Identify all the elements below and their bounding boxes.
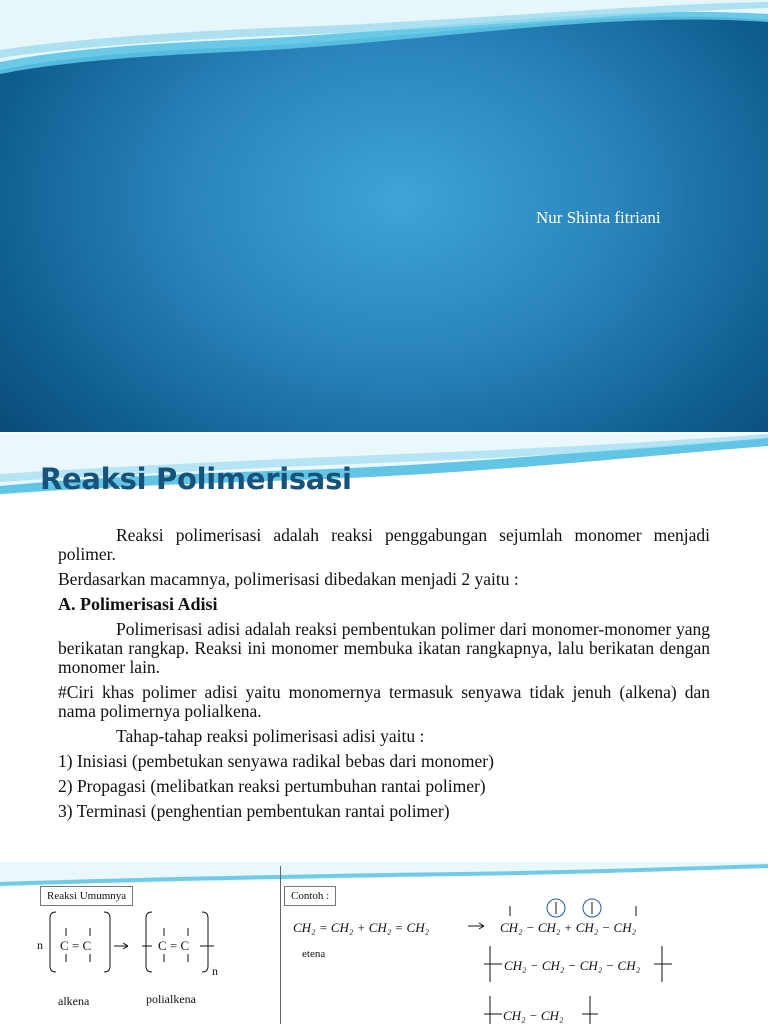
- product-step3: CH₂ − CH₂: [503, 1008, 564, 1023]
- monomer-double-bond: C = C: [60, 938, 92, 953]
- stage-item: 3) Terminasi (penghentian pembentukan rantai polimer): [58, 801, 450, 821]
- characteristic-paragraph: #Ciri khas polimer adisi yaitu monomernya termasuk senyawa tidak jenuh (alkena) dan nama polimernya polialkena.: [58, 682, 710, 721]
- stages-intro: Tahap-tahap reaksi polimerisasi adisi yaitu :: [116, 726, 425, 746]
- content-slide: [0, 434, 768, 860]
- polialkena-label: polialkena: [146, 992, 196, 1006]
- example-label: Contoh :: [284, 886, 336, 906]
- section-heading: A. Polimerisasi Adisi: [58, 594, 218, 614]
- product-step1: CH₂ − CH₂ + CH₂ − CH₂: [500, 920, 637, 935]
- stage-item: 2) Propagasi (melibatkan reaksi pertumbuhan rantai polimer): [58, 776, 486, 796]
- definition-paragraph: Reaksi polimerisasi adalah reaksi penggabungan sejumlah monomer menjadi polimer.: [58, 525, 710, 564]
- wave-decoration: [0, 0, 768, 80]
- title-slide: [0, 0, 768, 432]
- slide-title: Reaksi Polimerisasi: [40, 462, 352, 496]
- product-step2: CH₂ − CH₂ − CH₂ − CH₂: [504, 958, 641, 973]
- classification-paragraph: Berdasarkan macamnya, polimerisasi dibedakan menjadi 2 yaitu :: [58, 569, 519, 589]
- etena-label: etena: [302, 948, 326, 960]
- reactant-equation: CH₂ = CH₂ + CH₂ = CH₂: [293, 920, 430, 935]
- adisi-paragraph: Polimerisasi adisi adalah reaksi pembentukan polimer dari monomer-monomer yang berikatan rangkap. Reaksi ini monomer membuka ikatan rangkapnya, lalu berikatan dengan monomer lain.: [58, 619, 710, 677]
- stage-item: 1) Inisiasi (pembetukan senyawa radikal bebas dari monomer): [58, 751, 494, 771]
- alkena-label: alkena: [58, 994, 90, 1008]
- subscript-n: n: [212, 964, 218, 978]
- slide-body: [58, 526, 710, 827]
- author-name: Nur Shinta fitriani: [536, 208, 661, 227]
- example-reaction-diagram: [0, 862, 768, 1024]
- example-slide: [0, 862, 768, 1024]
- coefficient-n: n: [37, 938, 43, 952]
- polymer-bond: C = C: [158, 938, 190, 953]
- general-reaction-label: Reaksi Umumnya: [40, 886, 133, 906]
